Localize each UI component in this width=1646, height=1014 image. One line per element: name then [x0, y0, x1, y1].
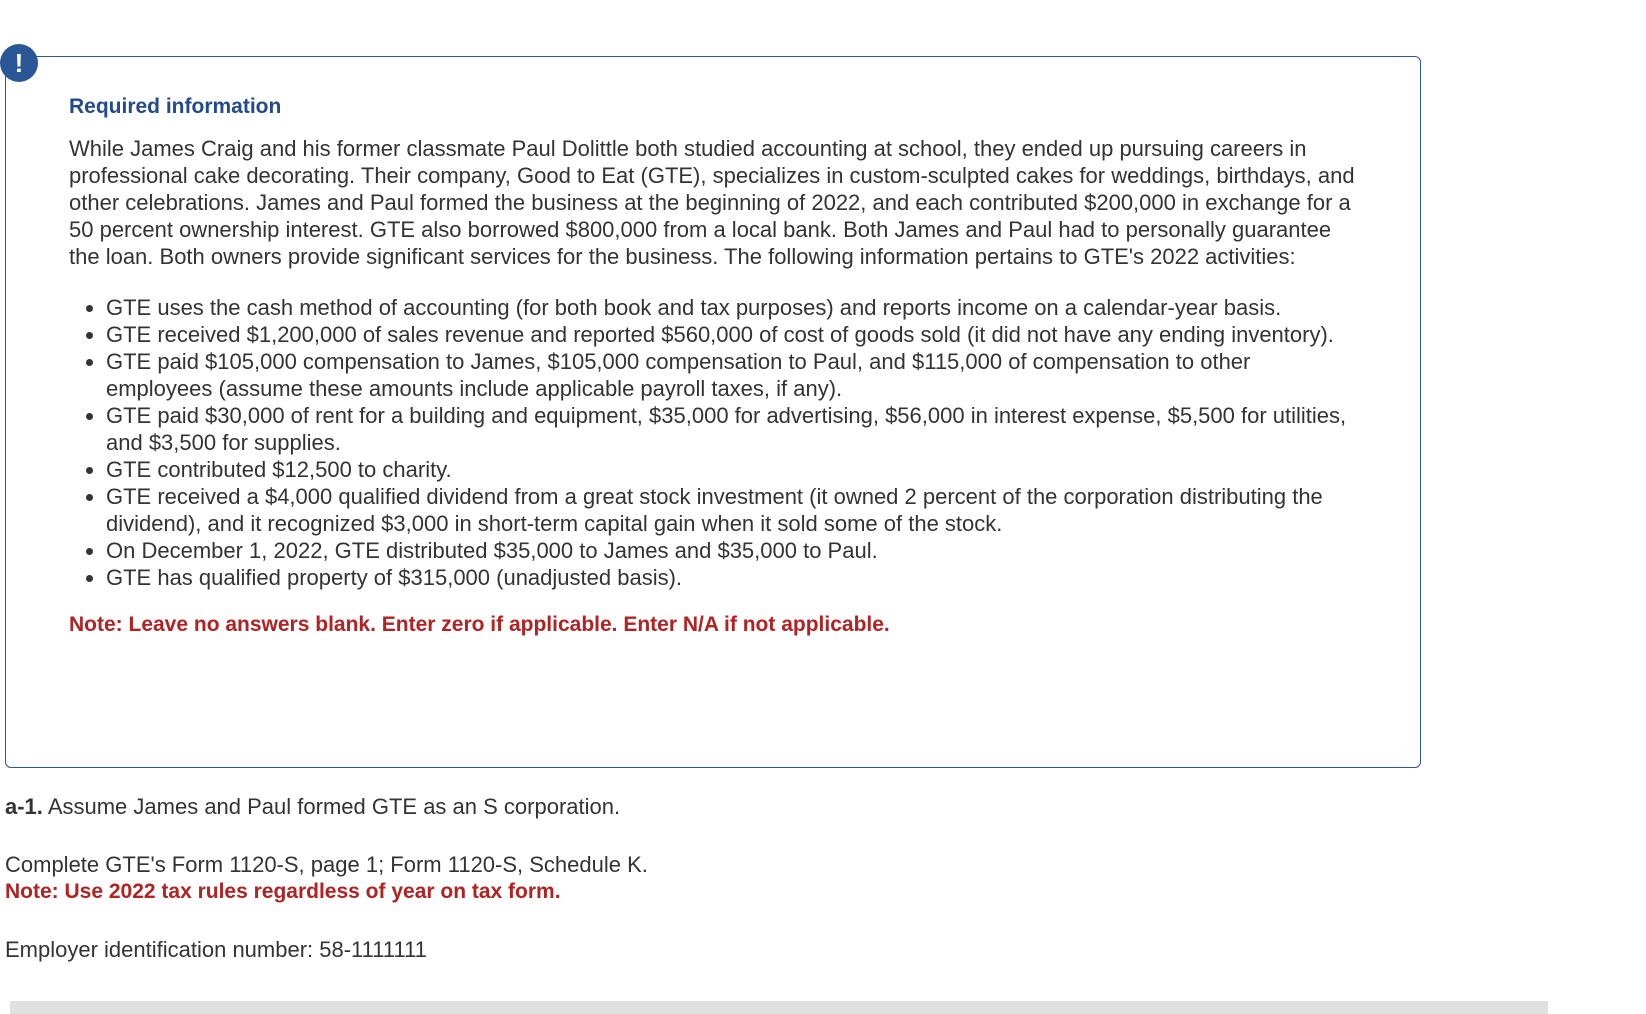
list-item: • GTE paid $30,000 of rent for a building and equipment, $35,000 for advertising, $56,000 in interest expense, $5,500 for utilities, and $3,500 for supplies.	[106, 402, 1360, 456]
employer-id-number: Employer identification number: 58-1111111	[5, 937, 427, 962]
list-item: • On December 1, 2022, GTE distributed $35,000 to James and $35,000 to Paul.	[106, 537, 1360, 564]
list-item: • GTE paid $105,000 compensation to James, $105,000 compensation to Paul, and $115,000 of compensation to other employees (assume these amounts include applicable payroll taxes, if any).	[106, 348, 1360, 402]
list-item: • GTE received $1,200,000 of sales revenue and reported $560,000 of cost of goods sold (it did not have any ending inventory).	[106, 321, 1360, 348]
question-text: Assume James and Paul formed GTE as an S corporation.	[42, 794, 621, 819]
info-bullet-list	[69, 294, 1360, 591]
list-item: • GTE received a $4,000 qualified dividend from a great stock investment (it owned 2 percent of the corporation distributing the dividend), and it recognized $3,000 in short-term capital gain when it sold some of the stock.	[106, 483, 1360, 537]
exclamation-symbol: !	[14, 48, 24, 78]
info-paragraph: While James Craig and his former classmate Paul Dolittle both studied accounting at school, they ended up pursuing careers in professional cake decorating. Their company, Good to Eat (GTE), specializes in custom-sculpted cakes for weddings, birthdays, and other celebrations. James and Paul formed the business at the beginning of 2022, and each contributed $200,000 in exchange for a 50 percent ownership interest. GTE also borrowed $800,000 from a local bank. Both James and Paul had to personally guarantee the loan. Both owners provide significant services for the business. The following information pertains to GTE's 2022 activities:	[69, 136, 1355, 269]
exclamation-icon	[0, 44, 38, 82]
question-label: a-1.	[5, 794, 43, 819]
instructions-note: Note: Use 2022 tax rules regardless of year on tax form.	[5, 880, 561, 903]
required-information-box	[5, 56, 1421, 768]
list-item: • GTE contributed $12,500 to charity.	[106, 456, 1360, 483]
form-header-bar	[10, 1001, 1548, 1014]
question-a1	[5, 793, 1405, 820]
instructions-text: Complete GTE's Form 1120-S, page 1; Form 1120-S, Schedule K.	[5, 852, 648, 877]
info-note: Note: Leave no answers blank. Enter zero if applicable. Enter N/A if not applicable.	[69, 613, 890, 636]
list-item: • GTE has qualified property of $315,000 (unadjusted basis).	[106, 564, 1360, 591]
list-item: • GTE uses the cash method of accounting (for both book and tax purposes) and reports income on a calendar-year basis.	[106, 294, 1360, 321]
instructions	[5, 851, 1405, 905]
info-title: Required information	[69, 95, 282, 118]
